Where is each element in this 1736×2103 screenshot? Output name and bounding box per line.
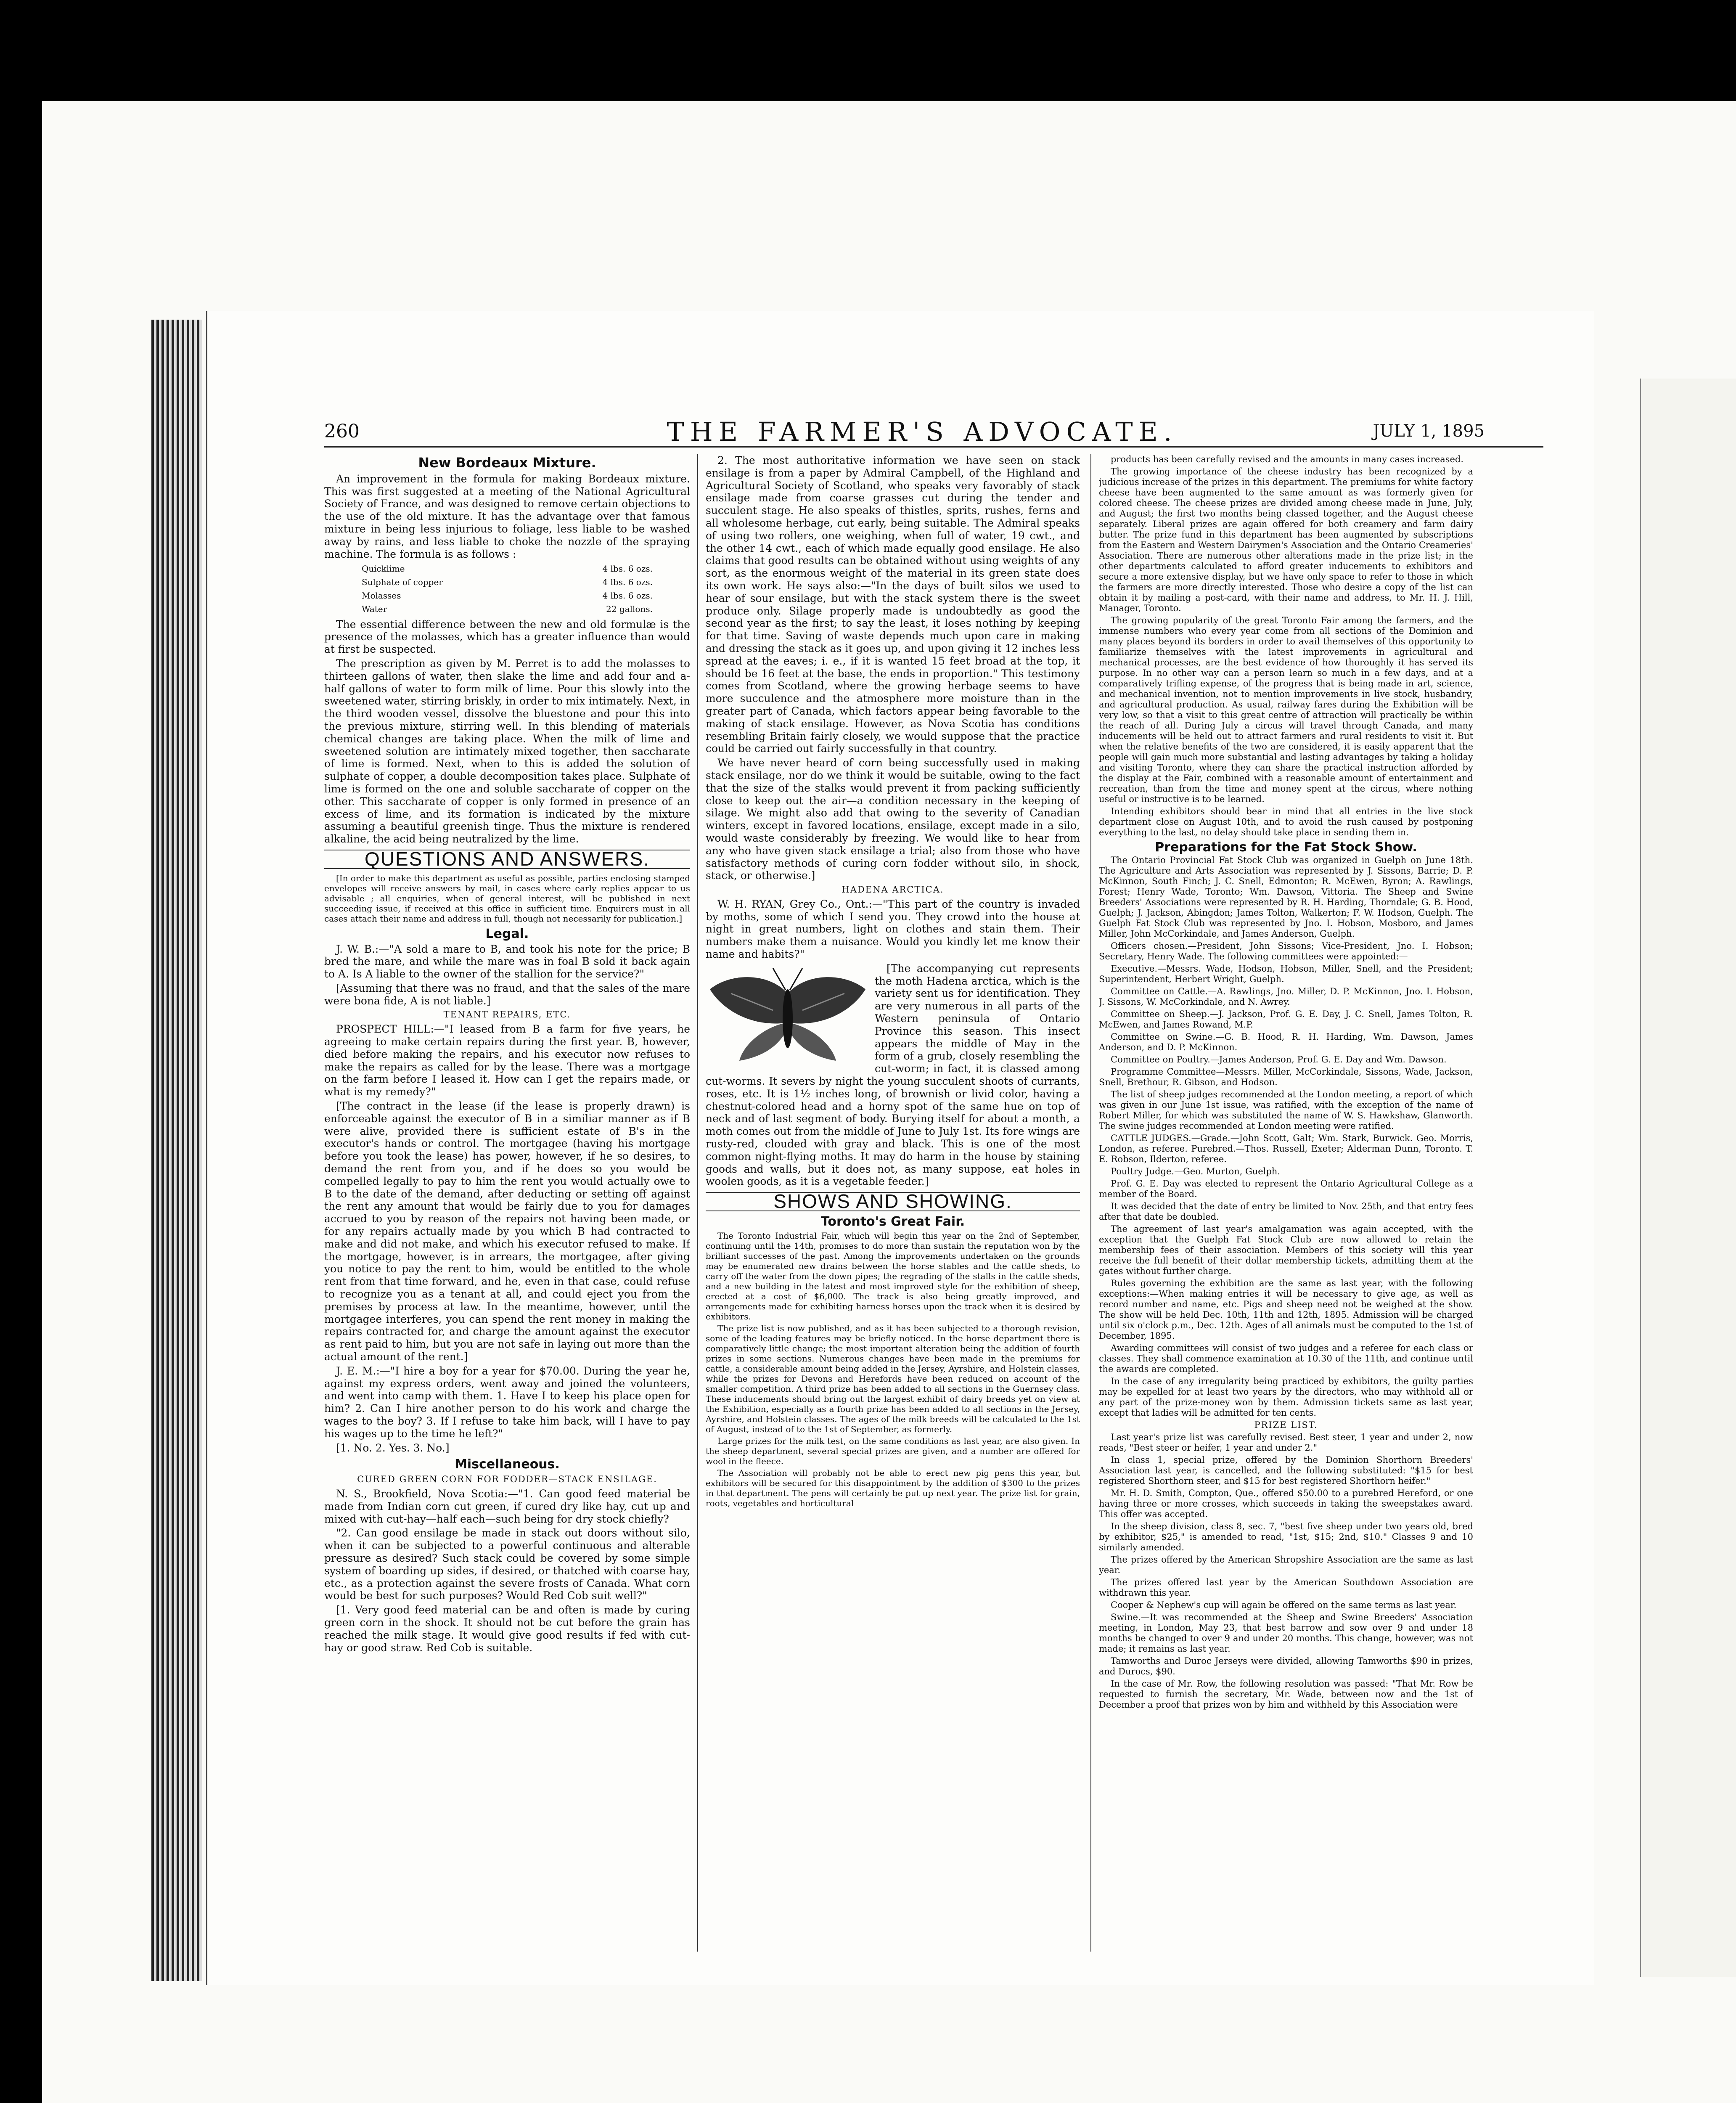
paragraph: Rules governing the exhibition are the same as last year, with the following exceptions:—When making entries it will be necessary to give age, as well as record number and name, etc. Pigs and sheep need not be weighed at the show. The show will be held Dec. 10th, 11th and 12th, 1895. Admission will be charged until six o'clock p.m., Dec. 12th. Ages of all animals must be computed to the 1st of December, 1895. (1099, 1278, 1473, 1341)
paragraph: [The contract in the lease (if the lease is properly drawn) is enforceable against the executor of B in a similiar manner as if B were alive, provided there is sufficient estate of B's in the executor's hands or control. The mortgagee (having his mortgage before you took the lease) has power, however, if he so desires, to demand the rent from you, and if he does so you would be compelled legally to pay to him the rent you would actually owe to B to the date of the demand, after deducting or setting off against the rent any amount that would be fairly due to you for damages accrued to you by reason of the repairs not having been made, or for any repairs actually made by you which B had contracted to make and did not make, and which his executor refused to make. If the mortgage, however, is in arrears, the mortgagee, after giving you notice to pay the rent to him, would be entitled to the whole rent from that time forward, and he, even in that case, could refuse to recognize you as a tenant at all, and could eject you from the premises by process at law. In the meantime, however, until the mortgagee interferes, you can spend the rent money in making the repairs contracted for, and charge the amount against the executor as rent paid to him, but you are not safe in laying out more than the actual amount of the rent.] (324, 1100, 690, 1363)
heading-toronto-fair: Toronto's Great Fair. (820, 1214, 965, 1229)
paragraph: In the case of any irregularity being practiced by exhibitors, the guilty parties may be expelled for at least two years by the directors, who may withhold all or any part of the prize-money won by them. Admission tickets same as last year, except that ladies will be admitted for ten cents. (1099, 1376, 1473, 1418)
formula-table (361, 562, 654, 616)
formula-amount: 4 lbs. 6 ozs. (602, 577, 653, 588)
newspaper-page (206, 311, 1594, 1985)
paragraph: PROSPECT HILL:—"I leased from B a farm for five years, he agreeing to make certain repairs during the first year. B, however, died before making the repairs, and his executor now refuses to make the repairs as called for by the lease. There was a mortgage on the farm before I leased it. How can I get the repairs made, or what is my remedy?" (324, 1023, 690, 1098)
formula-amount: 4 lbs. 6 ozs. (602, 564, 653, 574)
paragraph: Officers chosen.—President, John Sissons; Vice-President, Jno. I. Hobson; Secretary, Henry Wade. The following committees were appointed:— (1099, 941, 1473, 961)
paragraph: The prize list is now published, and as it has been subjected to a thorough revision, some of the leading features may be briefly noticed. In the horse department there is comparatively little change; the most important alteration being the addition of fourth prizes in some sections. Numerous changes have been made in the premiums for cattle, a considerable amount being added in the Jersey, Ayrshire, and Holstein classes, while the prizes for Devons and Herefords have been reduced on account of the smaller competition. A third prize has been added to all sections in the Guernsey class. These inducements should bring out the largest exhibit of dairy breeds yet on view at the Exhibition, especially as a fourth prize has been added to all sections in the Jersey, Ayrshire, and Holstein classes. The ages of the milk breeds will be calculated to the 1st of August, instead of to the 1st of September, as formerly. (706, 1323, 1080, 1434)
paragraph: Prof. G. E. Day was elected to represent the Ontario Agricultural College as a member of the Board. (1099, 1179, 1473, 1199)
formula-row (362, 576, 653, 589)
paragraph: Committee on Poultry.—James Anderson, Prof. G. E. Day and Wm. Dawson. (1111, 1054, 1447, 1065)
subheading: PRIZE LIST. (1254, 1420, 1318, 1430)
paragraph: The Toronto Industrial Fair, which will begin this year on the 2nd of September, continuing until the 14th, promises to do more than sustain the reputation won by the brilliant successes of the past. Among the improvements undertaken on the grounds may be enumerated new drains between the horse stables and the cattle sheds, to carry off the water from the down pipes; the regrading of the stalls in the cattle sheds, and a new building in the latest and most improved style for the exhibition of sheep, erected at a cost of $6,000. The track is also being greatly improved, and arrangements made for exhibiting harness horses upon the track when it is desired by exhibitors. (706, 1230, 1080, 1322)
paragraph: In the sheep division, class 8, sec. 7, "best five sheep under two years old, bred by exhibitor, $25," is amended to read, "1st, $15; 2nd, $10." Classes 9 and 10 similarly amended. (1099, 1521, 1473, 1552)
subheading: HADENA ARCTICA. (842, 885, 944, 895)
column-3 (1099, 454, 1473, 1952)
paragraph: Executive.—Messrs. Wade, Hodson, Hobson, Miller, Snell, and the President; Superintendent, Herbert Wright, Guelph. (1099, 964, 1473, 984)
paragraph: Programme Committee—Messrs. Miller, McCorkindale, Sissons, Wade, Jackson, Snell, Brethour, R. Gibson, and Hodson. (1099, 1067, 1473, 1087)
paragraph: Intending exhibitors should bear in mind that all entries in the live stock department close on August 10th, and to avoid the rush caused by postponing everything to the last, no delay should take place in sending them in. (1099, 806, 1473, 837)
paragraph: We have never heard of corn being successfully used in making stack ensilage, nor do we think it would be suitable, owing to the fact that the size of the stalks would prevent it from packing sufficiently close to keep out the air—a condition necessary in the keeping of silage. We might also add that owing to the severity of Canadian winters, except in favored locations, ensilage, except made in a silo, would waste considerably by freezing. We would like to hear from any who have given stack ensilage a trial; also from those who have satisfactory methods of curing corn fodder without silo, in shock, stack, or otherwise.] (706, 757, 1080, 882)
heading-legal: Legal. (485, 926, 529, 941)
paragraph: Awarding committees will consist of two judges and a referee for each class or classes. They shall commence examination at 10.30 of the 11th, and continue until the awards are completed. (1099, 1343, 1473, 1374)
paragraph: Mr. H. D. Smith, Compton, Que., offered $50.00 to a purebred Hereford, or one having three or more crosses, which succeeds in taking the sweepstakes award. This offer was accepted. (1099, 1488, 1473, 1519)
paragraph: The agreement of last year's amalgamation was again accepted, with the exception that the Guelph Fat Stock Club are now allowed to retain the membership fees of their association. Members of this society will this year receive the full benefit of their dollar membership tickets, admitting them at the gates without further charge. (1099, 1224, 1473, 1276)
paragraph: Committee on Swine.—G. B. Hood, R. H. Harding, Wm. Dawson, James Anderson, and D. P. McKinnon. (1099, 1032, 1473, 1052)
paragraph: [1. Very good feed material can be and often is made by curing green corn in the shock. It should not be cut before the grain has reached the milk stage. It would give good results if fed with cut-hay or good straw. Red Cob is suitable. (324, 1604, 690, 1654)
paragraph: An improvement in the formula for making Bordeaux mixture. This was first suggested at a meeting of the National Agricultural Society of France, and was designed to remove certain objections to the use of the old mixture. It has the advantage over that famous mixture in being less injurious to foliage, less liable to be washed away by rains, and less liable to choke the nozzle of the spraying machine. The formula is as follows : (324, 472, 690, 560)
formula-amount: 22 gallons. (606, 604, 653, 614)
editorial-note: [In order to make this department as useful as possible, parties enclosing stamped envelopes will receive answers by mail, in cases where early replies appear to us advisable ; all enquiries, when of general interest, will be published in next succeeding issue, if received at this office in sufficient time. Enquirers must in all cases attach their name and address in full, though not necessarily for publication.] (324, 873, 690, 924)
page-number: 260 (324, 421, 360, 442)
paragraph: Tamworths and Duroc Jerseys were divided, allowing Tamworths $90 in prizes, and Durocs, $90. (1099, 1656, 1473, 1677)
paragraph: [1. No. 2. Yes. 3. No.] (336, 1441, 450, 1454)
paragraph: N. S., Brookfield, Nova Scotia:—"1. Can good feed material be made from Indian corn cut green, if cured dry like hay, cut up and mixed with cut-hay—half each—such being for dry stock chiefly? (324, 1487, 690, 1525)
formula-name: Quicklime (362, 564, 405, 574)
paragraph: In the case of Mr. Row, the following resolution was passed: "That Mr. Row be requested to furnish the secretary, Mr. Wade, between now and the 1st of December a proof that prizes won by him and withheld by this Association were (1099, 1679, 1473, 1710)
book-binding (151, 320, 202, 1981)
formula-name: Water (362, 604, 387, 614)
paragraph: The prescription as given by M. Perret is to add the molasses to thirteen gallons of water, then slake the lime and add four and a-half gallons of water to form milk of lime. Pour this slowly into the sweetened water, stirring briskly, in order to mix intimately. Next, in the third wooden vessel, dissolve the bluestone and pour this into the previous mixture, stirring well. In this blending of materials chemical changes are taking place. When the milk of lime and sweetened solution are intimately mixed together, then saccharate of lime is formed. Next, when to this is added the solution of sulphate of copper, a double decomposition takes place. Sulphate of lime is formed on the one and soluble saccharate of copper on the other. This saccharate of copper is only formed in presence of an excess of lime, and its formation is indicated by the mixture assuming a beautiful greenish tinge. Thus the mixture is rendered alkaline, the acid being neutralized by the lime. (324, 657, 690, 845)
formula-row (362, 603, 653, 616)
paragraph: The growing popularity of the great Toronto Fair among the farmers, and the immense numbers who every year come from all sections of the Dominion and many places beyond its borders in order to avail themselves of this opportunity to familiarize themselves with the latest improvements in agricultural and mechanical processes, are the best evidence of how thoroughly it has served its purpose. In no other way can a person learn so much in a few days, and at a comparatively trifling expense, of the progress that is being made in art, science, and mechanical invention, not to mention improvements in live stock, husbandry, and agricultural production. As usual, railway fares during the Exhibition will be very low, so that a visit to this great centre of attraction will practically be within the reach of all. During July a circus will travel through Canada, and many inducements will be held out to attract farmers and rural residents to visit it. But when the relative benefits of the two are considered, it is easily apparent that the people will gain much more substantial and lasting advantages by taking a holiday and visiting Toronto, where they can share the practical instruction afforded by the display at the Fair, combined with a reasonable amount of entertainment and recreation, than from the time and money spent at the circus, where nothing useful or instructive is to be learned. (1099, 615, 1473, 804)
paragraph: W. H. RYAN, Grey Co., Ont.:—"This part of the country is invaded by moths, some of which I send you. They crowd into the house at night in great numbers, light on clothes and stain them. Their numbers make them a nuisance. Would you kindly let me know their name and habits?" (706, 898, 1080, 961)
column-2 (706, 454, 1080, 1952)
column-divider (697, 454, 698, 1952)
paragraph: [Assuming that there was no fraud, and that the sales of the mare were bona fide, A is not liable.] (324, 982, 690, 1007)
paragraph: The Ontario Provincial Fat Stock Club was organized in Guelph on June 18th. The Agriculture and Arts Association was represented by J. Sissons, Barrie; D. P. McKinnon, South Finch; J. C. Snell, Edmonton; R. McEwen, Byron; A. Rawlings, Forest; Henry Wade, Toronto; Wm. Dawson, Vittoria. The Sheep and Swine Breeders' Associations were represented by R. H. Harding, Thorndale; G. B. Hood, Guelph; J. Jackson, Abingdon; James Tolton, Walkerton; F. W. Hodson, Guelph. The Guelph Fat Stock Club was represented by Jno. I. Hobson, Mosboro, and James Miller, John McCorkindale, and James Anderson, Guelph. (1099, 855, 1473, 939)
moth-illustration (706, 964, 870, 1069)
paragraph: products has been carefully revised and the amounts in many cases increased. (1111, 454, 1464, 464)
heading-bordeaux: New Bordeaux Mixture. (418, 455, 596, 471)
heading-fat-stock: Preparations for the Fat Stock Show. (1155, 840, 1417, 855)
heading-miscellaneous: Miscellaneous. (455, 1457, 560, 1472)
paragraph: The essential difference between the new and old formulæ is the presence of the molasses, which has a greater influence than would at first be suspected. (324, 618, 690, 656)
subheading: CURED GREEN CORN FOR FODDER—STACK ENSILAGE. (357, 1474, 657, 1485)
paragraph: Committee on Cattle.—A. Rawlings, Jno. Miller, D. P. McKinnon, Jno. I. Hobson, J. Sissons, W. McCorkindale, and N. Awrey. (1099, 986, 1473, 1007)
column-divider (1090, 454, 1091, 1952)
paragraph: It was decided that the date of entry be limited to Nov. 25th, and that entry fees after that date be doubled. (1099, 1201, 1473, 1222)
paragraph: Poultry Judge.—Geo. Murton, Guelph. (1111, 1166, 1281, 1176)
heading-questions: QUESTIONS AND ANSWERS. (324, 850, 690, 869)
paragraph: The prizes offered last year by the American Southdown Association are withdrawn this year. (1099, 1577, 1473, 1598)
paragraph: Large prizes for the milk test, on the same conditions as last year, are also given. In the sheep department, several special prizes are given, and a number are offered for wool in the fleece. (706, 1436, 1080, 1466)
paragraph: [The accompanying cut represents the moth Hadena arctica, which is the variety sent us for identification. They are very numerous in all parts of the Western peninsula of Ontario Province this season. This insect appears the middle of May in the form of a grub, closely resembling the cut-worm; in fact, it is classed among cut-worms. It severs by night the young succulent shoots of currants, roses, etc. It is 1½ inches long, of brownish or livid color, having a chestnut-colored head and a horny spot of the same hue on top of neck and of last segment of body. Burying itself for about a month, a moth comes out from the middle of June to July 1st. Its fore wings are rusty-red, clouded with gray and black. This is one of the most common night-flying moths. It may do harm in the house by staining goods and walls, but it does not, as many suppose, eat holes in woolen goods, as it is a vegetable feeder.] (706, 962, 1080, 1188)
formula-row (362, 590, 653, 602)
paragraph: The growing importance of the cheese industry has been recognized by a judicious increase of the prizes in this department. The premiums for white factory cheese have been augmented to the same amount as was formerly given for colored cheese. The cheese prizes are divided among cheese made in June, July, and August; the first two months being classed together, and the August cheese separately. Liberal prizes are again offered for both creamery and farm dairy butter. The prize fund in this department has been augmented by subscriptions from the Eastern and Western Dairymen's Association and the Ontario Creameries' Association. There are numerous other alterations made in the prize list; in the other departments calculated to afford greater inducements to exhibitors and secure a more extensive display, but we have only space to refer to those in which the farmers are more directly interested. Those who desire a copy of the list can obtain it by mailing a post-card, with their name and address, to Mr. H. J. Hill, Manager, Toronto. (1099, 466, 1473, 613)
facing-page-edge (1640, 379, 1736, 1977)
formula-name: Molasses (362, 590, 401, 601)
heading-shows: SHOWS AND SHOWING. (706, 1192, 1080, 1211)
paragraph: "2. Can good ensilage be made in stack out doors without silo, when it can be subjected to a powerful continuous and alterable pressure as desired? Such stack could be covered by some simple system of boarding up sides, if desired, or thatched with coarse hay, etc., as a protection against the severe frosts of Canada. What corn would be best for such purposes? Would Red Cob suit well?" (324, 1527, 690, 1602)
formula-name: Sulphate of copper (362, 577, 443, 588)
paragraph: 2. The most authoritative information we have seen on stack ensilage is from a paper by Admiral Campbell, of the Highland and Agricultural Society of Scotland, who speaks very favorably of stack ensilage made from coarse grasses cut during the tender and succulent stage. He also speaks of thistles, sprits, rushes, ferns and all wholesome herbage, cut early, being suitable. The Admiral speaks of using two rollers, one weighing, when full of water, 19 cwt., and the other 14 cwt., each of which made equally good ensilage. He also claims that good results can be obtained without using weights of any sort, as the enormous weight of the material in its green state does its own work. He says also:—"In the days of built silos we used to hear of sour ensilage, but with the stack system there is the sweet produce only. Silage properly made is undoubtedly as good the second year as the first; to say the least, it loses nothing by keeping for that time. Saving of waste depends much upon care in making and dressing the stack as it goes up, and upon giving it 12 inches less spread at the eaves; i. e., if it is wanted 15 feet broad at the top, it should be 16 feet at the base, the ends in proportion." This testimony comes from Scotland, where the growing herbage seems to have more succulence and the atmosphere more moisture than in the greater part of Canada, which factors appear being favorable to the making of stack ensilage. However, as Nova Scotia has conditions resembling Britain fairly closely, we would suppose that the practice could be carried out fairly successfully in that country. (706, 454, 1080, 755)
masthead: THE FARMER'S ADVOCATE. (667, 416, 1178, 447)
paragraph: Last year's prize list was carefully revised. Best steer, 1 year and under 2, now reads, "Best steer or heifer, 1 year and under 2." (1099, 1432, 1473, 1453)
paragraph: Swine.—It was recommended at the Sheep and Swine Breeders' Association meeting, in London, May 23, that best barrow and sow over 9 and under 18 months be changed to over 9 and under 20 months. This change, however, was not made; it remains as last year. (1099, 1612, 1473, 1654)
paragraph: In class 1, special prize, offered by the Dominion Shorthorn Breeders' Association last year, is cancelled, and the following substituted: "$15 for best registered Shorthorn steer, and $15 for best registered Shorthorn heifer." (1099, 1455, 1473, 1486)
issue-date: JULY 1, 1895 (1373, 421, 1485, 441)
formula-amount: 4 lbs. 6 ozs. (602, 590, 653, 601)
paragraph: The list of sheep judges recommended at the London meeting, a report of which was given in our June 1st issue, was ratified, with the exception of the name of Robert Miller, for which was substituted the name of W. S. Hawkshaw, Glanworth. The swine judges recommended at London meeting were ratified. (1099, 1089, 1473, 1131)
paragraph: The prizes offered by the American Shropshire Association are the same as last year. (1099, 1555, 1473, 1575)
paragraph: Committee on Sheep.—J. Jackson, Prof. G. E. Day, J. C. Snell, James Tolton, R. McEwen, and James Rowand, M.P. (1099, 1009, 1473, 1030)
paragraph: J. E. M.:—"I hire a boy for a year for $70.00. During the year he, against my express orders, went away and joined the volunteers, and went into camp with them. 1. Have I to keep his place open for him? 2. Can I hire another person to do his work and charge the wages to the boy? 3. If I refuse to take him back, will I have to pay his wages up to the time he left?" (324, 1364, 690, 1440)
column-1 (324, 454, 690, 1952)
paragraph: CATTLE JUDGES.—Grade.—John Scott, Galt; Wm. Stark, Burwick. Geo. Morris, London, as referee. Purebred.—Thos. Russell, Exeter; Alderman Dunn, Toronto. T. E. Robson, Ilderton, referee. (1099, 1133, 1473, 1164)
header-rule (324, 446, 1543, 448)
paragraph: Cooper & Nephew's cup will again be offered on the same terms as last year. (1111, 1600, 1457, 1610)
paragraph: The Association will probably not be able to erect new pig pens this year, but exhibitors will be secured for this disappointment by the addition of $300 to the prizes in that department. The pens will certainly be put up next year. The prize list for grain, roots, vegetables and horticultural (706, 1467, 1080, 1508)
subheading: TENANT REPAIRS, ETC. (443, 1009, 571, 1020)
paragraph: J. W. B.:—"A sold a mare to B, and took his note for the price; B bred the mare, and while the mare was in foal B sold it back again to A. Is A liable to the owner of the stallion for the service?" (324, 943, 690, 980)
formula-row (362, 563, 653, 575)
